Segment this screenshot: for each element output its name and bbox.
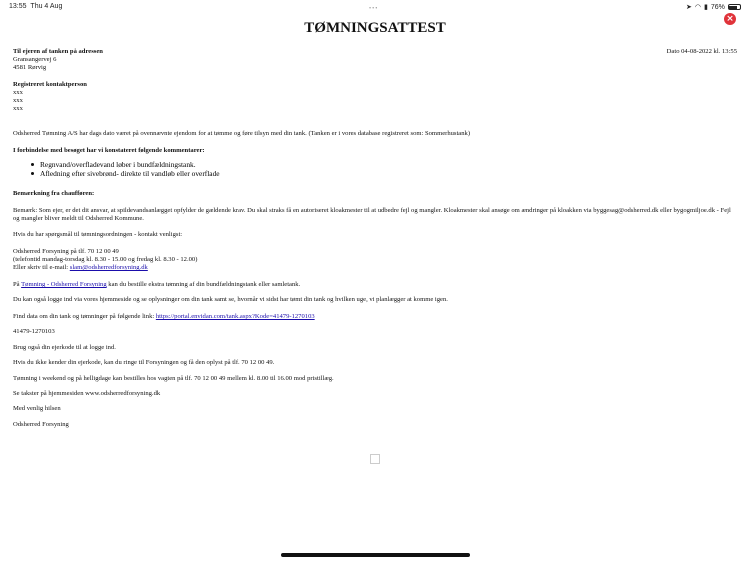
contact-line: xxx (13, 89, 23, 96)
owner-heading: Til ejeren af tanken på adressen (13, 48, 103, 55)
questions-text: Hvis du har spørgsmål til tømningsordningen - kontakt venligst: (13, 231, 183, 238)
bullet-icon (31, 163, 34, 166)
location-icon: ➤ (686, 4, 692, 11)
comment-row (13, 169, 220, 178)
phone-line: Odsherred Forsyning på tlf. 70 12 00 49 (13, 248, 119, 255)
order-prefix: På (13, 281, 22, 288)
close-icon[interactable]: × (724, 13, 736, 25)
contact-line: xxx (13, 97, 23, 104)
order-suffix: kan du bestille ekstra tømning af din bundfældningstank eller samletank. (106, 281, 301, 288)
battery-percent: 76% (710, 3, 725, 11)
status-time (9, 3, 62, 10)
address-line: Gransangervej 6 (13, 56, 57, 63)
find-line (13, 313, 315, 320)
find-prefix: Find data om din tank og tømninger på følgende link: (13, 313, 156, 320)
phone-hours: (telefontid mandag-torsdag kl. 8.30 - 15.00 og fredag kl. 8.30 - 12.00) (13, 256, 198, 263)
comments-heading: I forbindelse med besøget har vi konstateret følgende kommentarer: (13, 147, 205, 154)
time: 13:55 (9, 3, 27, 10)
order-line (13, 281, 300, 288)
lock-icon: ▮ (703, 4, 708, 11)
multitask-dots-icon[interactable]: ••• (369, 6, 379, 12)
battery-icon (728, 4, 741, 10)
use-code-text: Brug også din ejerkode til at logge ind. (13, 344, 116, 351)
unknown-code-text: Hvis du ikke kender din ejerkode, kan du ringe til Forsyningen og få den oplyst på tlf. 70 12 00 49. (13, 359, 275, 366)
email-link[interactable]: slam@odsherredforsyning.dk (69, 264, 148, 271)
order-link[interactable]: Tømning - Odsherred Forsyning (21, 281, 107, 288)
driver-heading: Bemærkning fra chaufføren: (13, 190, 95, 197)
email-line (13, 264, 148, 271)
login-text: Du kan også logge ind via vores hjemmeside og se oplysninger om din tank samt se, hvornår vi sidst har tømt din tank og hvilken uge, vi planlægger at komme igen. (13, 296, 448, 303)
comment-item: Afledning efter sivebrønd- direkte til vandløb eller overflade (40, 169, 220, 178)
comment-row (13, 160, 196, 169)
home-indicator[interactable] (281, 553, 470, 557)
page-title: TØMNINGSATTEST (304, 20, 446, 36)
date-line: Dato 04-08-2022 kl. 13:55 (666, 48, 737, 55)
intro-text: Odsherred Tømning A/S har dags dato været på ovennævnte ejendom for at tømme og føre tilsyn med din tank. (Tanken er i vores database registreret som: Sommerhustank) (13, 130, 471, 137)
weekend-text: Tømning i weekend og på helligdage kan bestilles hos vagten på tlf. 70 12 00 49 mellem kl. 8.00 til 16.00 mod pristillæg. (13, 375, 334, 382)
signature-text: Odsherred Forsyning (13, 421, 69, 428)
email-prefix: Eller skriv til e-mail: (13, 264, 70, 271)
status-icons (686, 3, 741, 11)
comment-item: Regnvand/overfladevand løber i bundfældningstank. (40, 160, 196, 169)
contact-line: xxx (13, 105, 23, 112)
owner-code: 41479-1270103 (13, 328, 55, 335)
bullet-icon (31, 172, 34, 175)
image-placeholder-icon (370, 454, 380, 464)
wifi-icon: ◠ (694, 4, 701, 11)
address-line: 4581 Rørvig (13, 64, 47, 71)
date: Thu 4 Aug (30, 3, 63, 10)
regards-text: Med venlig hilsen (13, 405, 61, 412)
rates-text: Se takster på hjemmesiden www.odsherredforsyning.dk (13, 390, 161, 397)
contact-heading: Registreret kontaktperson (13, 81, 87, 88)
driver-note: og mangler bliver meldt til Odsherred Kommune. (13, 215, 144, 222)
driver-note: Bemærk: Som ejer, er det dit ansvar, at spildevandsanlægget opfylder de gældende krav. Du skal straks få en autoriseret kloakmester til at udbedre fejl og mangler. Kloakmester skal ansøge om ændringer på kloakken via byggesag@odsherred.dk eller bygogmiljoe.dk - Fejl (13, 207, 731, 214)
portal-link[interactable]: https://portal.envidan.com/tank.aspx?Kode=41479-1270103 (155, 313, 315, 320)
